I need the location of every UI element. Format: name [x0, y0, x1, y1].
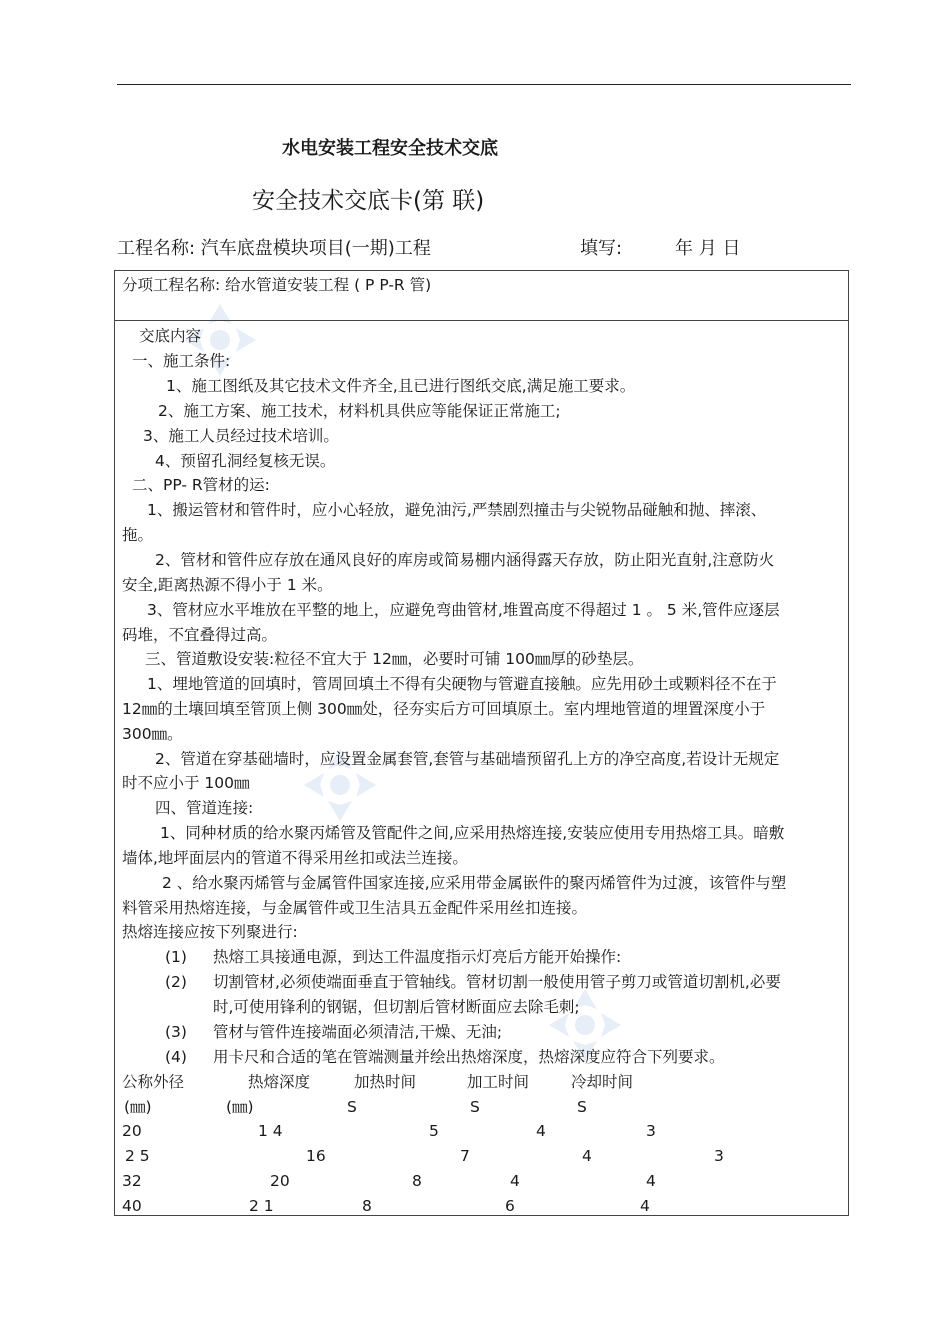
- table-cell: 4: [510, 1172, 520, 1190]
- table-cell: 5: [429, 1122, 439, 1140]
- fusion-intro: 热熔连接应按下列聚进行:: [122, 923, 298, 941]
- paragraph-line: 1、同种材质的给水聚丙烯管及管配件之间,应采用热熔连接,安装应使用专用热熔工具。暗敷: [160, 824, 785, 842]
- table-header: 热熔深度: [248, 1073, 311, 1091]
- table-header: 冷却时间: [571, 1073, 634, 1091]
- table-cell: 4: [646, 1172, 656, 1190]
- sub-project-name: 分项工程名称: 给水管道安装工程 ( P P-R 管): [122, 276, 432, 294]
- paragraph-line: 墙体,地坪面层内的管道不得采用丝扣或法兰连接。: [122, 849, 468, 867]
- table-header: 加工时间: [467, 1073, 530, 1091]
- table-cell: 3: [714, 1147, 724, 1165]
- table-cell: 20: [122, 1122, 142, 1140]
- box-divider: [114, 320, 849, 321]
- step-number: (4): [165, 1048, 187, 1066]
- step-text: 热熔工具接通电源，到达工件温度指示灯亮后方能开始操作:: [213, 948, 622, 966]
- content-heading: 交底内容: [139, 327, 202, 345]
- table-unit: (㎜): [226, 1098, 254, 1116]
- section-1-item: 1、施工图纸及其它技术文件齐全,且已进行图纸交底,满足施工要求。: [166, 377, 636, 395]
- table-cell: 4: [582, 1147, 592, 1165]
- paragraph-line: 12㎜的土壤回填至管顶上侧 300㎜处，径夯实后方可回填原土。室内埋地管道的埋置深度小于: [122, 700, 766, 718]
- paragraph-line: 2、管道在穿基础墙时，应设置金属套管,套管与基础墙预留孔上方的净空高度,若设计无规定: [155, 750, 780, 768]
- paragraph-line: 300㎜。: [122, 725, 183, 743]
- table-cell: 4: [536, 1122, 546, 1140]
- date-label: 年 月 日: [675, 238, 741, 259]
- table-header: 公称外径: [122, 1073, 185, 1091]
- table-cell: 16: [306, 1147, 326, 1165]
- table-unit: S: [347, 1098, 357, 1116]
- table-cell: 1 4: [258, 1122, 283, 1140]
- table-cell: 2 1: [249, 1197, 274, 1215]
- paragraph-line: 2 、给水聚丙烯管与金属管件国家连接,应采用带金属嵌件的聚丙烯管件为过渡，该管件与塑: [162, 874, 787, 892]
- table-cell: 32: [122, 1172, 142, 1190]
- paragraph-line: 3、管材应水平堆放在平整的地上，应避免弯曲管材,堆置高度不得超过 1 。 5 米,管件应逐层: [147, 601, 780, 619]
- section-1-item: 4、预留孔洞经复核无误。: [155, 452, 336, 470]
- section-1-item: 3、施工人员经过技术培训。: [143, 427, 339, 445]
- table-cell: 4: [640, 1197, 650, 1215]
- table-cell: 7: [460, 1147, 470, 1165]
- step-text: 管材与管件连接端面必须清洁,干燥、无油;: [213, 1023, 503, 1041]
- document-title: 水电安装工程安全技术交底: [282, 138, 498, 159]
- table-unit: (㎜): [124, 1098, 152, 1116]
- table-unit: S: [470, 1098, 480, 1116]
- paragraph-line: 1、埋地管道的回填时，管周回填土不得有尖硬物与管避直接触。应先用砂土或颗料径不在于: [147, 675, 777, 693]
- section-2-title: 二、PP- R管材的运:: [132, 476, 270, 494]
- step-text: 时,可使用锋利的钢锯，但切割后管材断面应去除毛刺;: [213, 998, 580, 1016]
- table-unit: S: [577, 1098, 587, 1116]
- paragraph-line: 安全,距离热源不得小于 1 米。: [122, 576, 333, 594]
- section-1-item: 2、施工方案、施工技术，材料机具供应等能保证正常施工;: [158, 402, 561, 420]
- paragraph-line: 时不应小于 100㎜: [122, 774, 250, 792]
- paragraph-line: 拖。: [122, 526, 154, 544]
- project-name: 工程名称: 汽车底盘模块项目(一期)工程: [117, 238, 431, 259]
- table-cell: 3: [646, 1122, 656, 1140]
- table-cell: 8: [362, 1197, 372, 1215]
- paragraph-line: 1、搬运管材和管件时，应小心轻放，避免油污,严禁剧烈撞击与尖锐物品碰触和抛、摔滚、: [147, 501, 767, 519]
- table-cell: 20: [270, 1172, 290, 1190]
- paragraph-line: 码堆，不宜叠得过高。: [122, 626, 278, 644]
- section-1-title: 一、施工条件:: [132, 352, 231, 370]
- paragraph-line: 料管采用热熔连接，与金属管件或卫生洁具五金配件采用丝扣连接。: [122, 899, 588, 917]
- table-cell: 8: [412, 1172, 422, 1190]
- table-cell: 40: [122, 1197, 142, 1215]
- step-text: 用卡尺和合适的笔在管端测量并绘出热熔深度，热熔深度应符合下列要求。: [213, 1048, 725, 1066]
- paragraph-line: 2、管材和管件应存放在通风良好的库房或简易棚内涵得露天存放，防止阳光直射,注意防火: [155, 551, 775, 569]
- fill-label: 填写:: [580, 238, 623, 259]
- section-4-title: 四、管道连接:: [155, 799, 254, 817]
- table-header: 加热时间: [354, 1073, 417, 1091]
- step-text: 切割管材,必须使端面垂直于管轴线。管材切割一般使用管子剪刀或管道切割机,必要: [213, 973, 781, 991]
- step-number: (1): [165, 948, 187, 966]
- step-number: (3): [165, 1023, 187, 1041]
- card-title: 安全技术交底卡(第 联): [252, 188, 485, 214]
- table-cell: 2 5: [125, 1147, 150, 1165]
- step-number: (2): [165, 973, 187, 991]
- section-3-title: 三、管道敷设安装:粒径不宜大于 12㎜，必要时可铺 100㎜厚的砂垫层。: [145, 650, 644, 668]
- header-rule: [117, 84, 851, 85]
- table-cell: 6: [505, 1197, 515, 1215]
